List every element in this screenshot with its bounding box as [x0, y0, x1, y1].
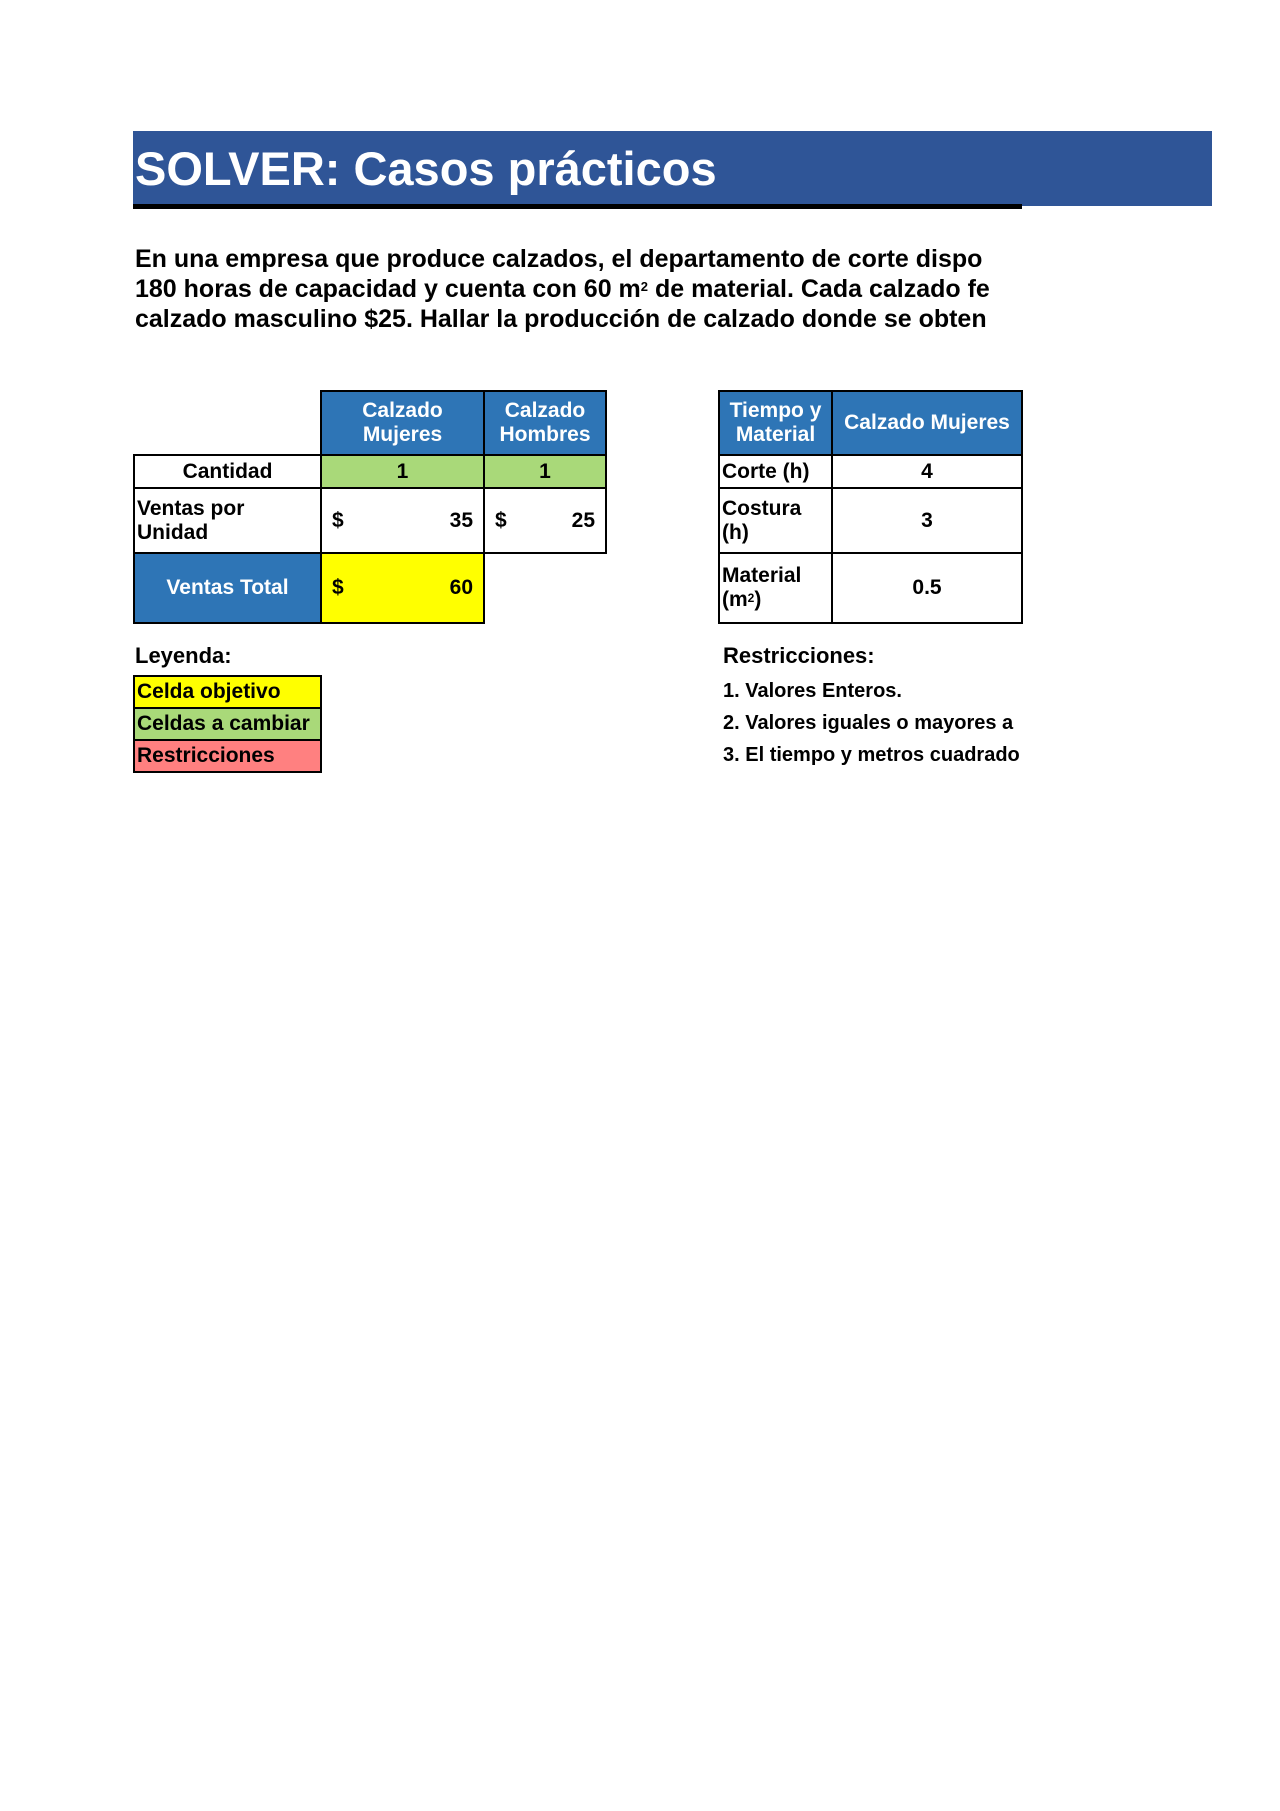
intro-line-3: calzado masculino $25. Hallar la producción de calzado donde se obten [135, 305, 987, 333]
restriction-2: 2. Valores iguales o mayores a [723, 712, 1014, 734]
label-ventas-total[interactable]: Ventas Total [133, 552, 322, 624]
restriction-3: 3. El tiempo y metros cuadrado [723, 744, 1020, 766]
price-men-cell[interactable] [483, 487, 607, 554]
material-label-text: Material (m [722, 564, 802, 611]
corte-women-cell[interactable]: 4 [831, 454, 1023, 489]
intro-line-2 [135, 274, 1022, 304]
legend-heading: Leyenda: [135, 643, 232, 668]
legend-changing-cells[interactable]: Celdas a cambiar [133, 707, 322, 741]
currency-symbol: $ [495, 508, 507, 532]
header-tiempo-material[interactable] [718, 390, 833, 456]
label-ventas-por-unidad[interactable]: Ventas por Unidad [133, 487, 322, 554]
restriction-1: 1. Valores Enteros. [723, 680, 902, 702]
header-resources-calzado-mujeres[interactable]: Calzado Mujeres [831, 390, 1023, 456]
price-value: 35 [449, 508, 473, 532]
legend-constraints[interactable]: Restricciones [133, 739, 322, 773]
superscript: 2 [640, 279, 649, 294]
page-title: SOLVER: Casos prácticos [135, 142, 717, 195]
header-calzado-hombres[interactable] [483, 390, 607, 456]
costura-women-cell[interactable]: 3 [831, 487, 1023, 554]
price-women-cell[interactable] [320, 487, 485, 554]
legend-objective-cell[interactable]: Celda objetivo [133, 675, 322, 709]
problem-statement [135, 244, 1022, 334]
header-calzado-mujeres[interactable] [320, 390, 485, 456]
quantity-women-cell[interactable]: 1 [320, 454, 485, 489]
label-corte[interactable]: Corte (h) [718, 454, 833, 489]
header-label: Tiempo y Material [729, 399, 822, 446]
intro-line-1: En una empresa que produce calzados, el departamento de corte dispo [135, 245, 983, 273]
currency-symbol: $ [332, 576, 344, 599]
superscript: 2 [747, 591, 755, 605]
label-costura[interactable]: Costura (h) [718, 487, 833, 554]
label-material[interactable] [718, 552, 833, 624]
material-label [722, 564, 822, 612]
price-value: 25 [571, 508, 595, 532]
header-label: Calzado Hombres [499, 399, 591, 446]
currency-symbol: $ [332, 508, 344, 532]
material-label-end: ) [754, 588, 762, 611]
restrictions-heading: Restricciones: [723, 643, 875, 668]
header-label: Calzado Mujeres [362, 399, 443, 446]
quantity-men-cell[interactable]: 1 [483, 454, 607, 489]
total-sales-cell[interactable] [320, 552, 485, 624]
total-value: 60 [449, 576, 473, 599]
intro-line-2-start: 180 horas de capacidad y cuenta con 60 m [135, 275, 641, 303]
material-women-cell[interactable]: 0.5 [831, 552, 1023, 624]
label-cantidad[interactable]: Cantidad [133, 454, 322, 489]
intro-line-2-end: de material. Cada calzado fe [648, 275, 990, 303]
title-underline [133, 204, 1022, 209]
